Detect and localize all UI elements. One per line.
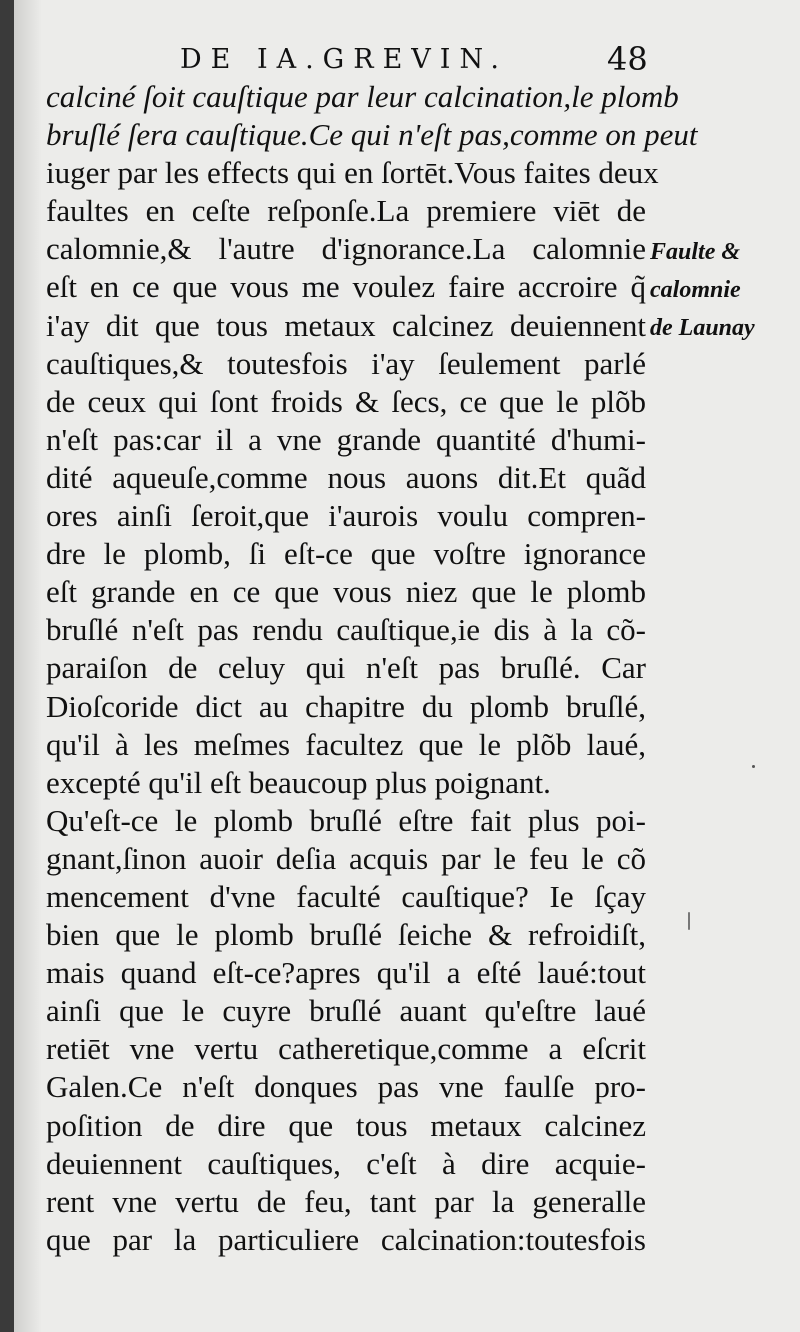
text-line-11: dité aqueuſe,comme nous auons dit.Et quãd <box>46 459 646 495</box>
text-line-3: iuger par les effects qui en ſortēt.Vous faites deux <box>46 155 659 191</box>
text-line-16: paraiſon de celuy qui n'eſt pas bruſlé. Car <box>46 650 646 686</box>
text-line-6: eſt en ce que vous me voulez faire accroire q̃ <box>46 269 646 305</box>
text-line-21: gnant,ſinon auoir deſia acquis par le feu le cõ <box>46 840 646 876</box>
marginal-note-line-1: Faulte & <box>650 239 741 265</box>
text-line-7: i'ay dit que tous metaux calcinez deuiennent <box>46 307 646 343</box>
page-gutter-shadow <box>0 0 14 1332</box>
text-line-18: qu'il à les meſmes facultez que le plõb laué, <box>46 726 646 762</box>
text-line-24: mais quand eſt-ce?apres qu'il a eſté laué:tout <box>46 955 646 991</box>
text-line-28: poſition de dire que tous metaux calcinez <box>46 1107 646 1143</box>
text-line-30: rent vne vertu de feu, tant par la generalle <box>46 1183 646 1219</box>
text-line-25: ainſi que le cuyre bruſlé auant qu'eſtre laué <box>46 993 646 1029</box>
text-line-20: Qu'eſt-ce le plomb bruſlé eſtre fait plus poi- <box>46 802 646 838</box>
paper-mark <box>688 912 690 930</box>
text-line-19: excepté qu'il eſt beaucoup plus poignant. <box>46 764 551 800</box>
text-line-1: calciné ſoit cauſtique par leur calcination,le plomb <box>46 79 679 114</box>
text-line-17: Dioſcoride dict au chapitre du plomb bruſlé, <box>46 688 646 724</box>
text-line-29: deuiennent cauſtiques, c'eſt à dire acquie- <box>46 1145 646 1181</box>
text-line-13: dre le plomb, ſi eſt-ce que voſtre ignorance <box>46 536 646 572</box>
text-line-23: bien que le plomb bruſlé ſeiche & refroidiſt, <box>46 917 646 953</box>
marginal-note <box>650 233 780 347</box>
text-line-27: Galen.Ce n'eſt donques pas vne faulſe pro- <box>46 1069 646 1105</box>
text-line-8: cauſtiques,& toutesfois i'ay ſeulement parlé <box>46 345 646 381</box>
text-line-12: ores ainſi ſeroit,que i'aurois voulu compren- <box>46 498 646 534</box>
text-line-9: de ceux qui ſont froids & ſecs, ce que le plõb <box>46 383 646 419</box>
text-line-2: bruſlé ſera cauſtique.Ce qui n'eſt pas,comme on peut <box>46 117 698 153</box>
paper-speck <box>752 765 755 768</box>
text-line-10: n'eſt pas:car il a vne grande quantité d'humi- <box>46 421 646 457</box>
marginal-note-line-2: calomnie <box>650 277 741 303</box>
text-line-14: eſt grande en ce que vous niez que le plomb <box>46 574 646 610</box>
page-number: 48 <box>607 40 648 78</box>
text-line-31: que par la particuliere calcination:toutesfois <box>46 1221 646 1257</box>
text-line-15: bruſlé n'eſt pas rendu cauſtique,ie dis à la cõ- <box>46 612 646 648</box>
page-gutter-gradient <box>14 0 42 1332</box>
running-head: DE IA.GREVIN. <box>180 44 508 75</box>
text-line-4: faultes en ceſte reſponſe.La premiere viēt de <box>46 193 646 229</box>
text-line-26: retiēt vne vertu catheretique,comme a eſcrit <box>46 1031 646 1067</box>
text-line-22: mencement d'vne faculté cauſtique? Ie ſçay <box>46 878 646 914</box>
marginal-note-line-3: de Launay <box>650 315 755 341</box>
body-text <box>46 78 698 1259</box>
text-line-5: calomnie,& l'autre d'ignorance.La calomnie <box>46 231 646 267</box>
